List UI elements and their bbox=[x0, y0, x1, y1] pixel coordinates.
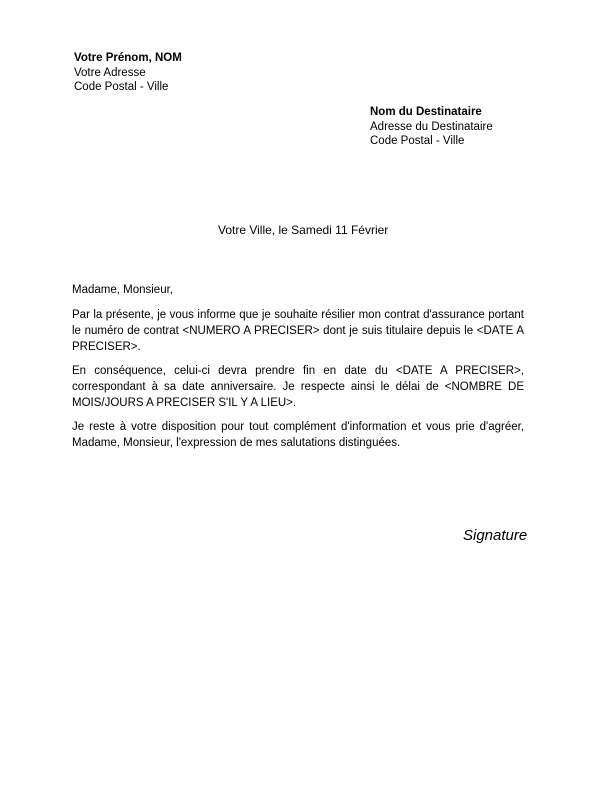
sender-block bbox=[74, 51, 182, 95]
paragraph-cancellation-request: Par la présente, je vous informe que je souhaite résilier mon contrat d'assurance portant le numéro de contrat <NUMERO A PRECISER> dont je suis titulaire depuis le <DATE A PRECISER>. bbox=[72, 309, 524, 353]
signature-label: Signature bbox=[463, 527, 528, 544]
sender-address: Votre Adresse bbox=[74, 66, 146, 79]
recipient-block bbox=[370, 105, 493, 149]
date-line: Votre Ville, le Samedi 11 Février bbox=[218, 223, 389, 237]
recipient-address: Adresse du Destinataire bbox=[370, 120, 493, 133]
paragraph-closing-courtesy: Je reste à votre disposition pour tout complément d'information et vous prie d'agréer, Madame, Monsieur, l'expression de mes salutations distinguées. bbox=[72, 421, 524, 449]
salutation: Madame, Monsieur, bbox=[72, 284, 173, 296]
letter-body bbox=[72, 282, 524, 459]
paragraph-effective-date: En conséquence, celui-ci devra prendre fin en date du <DATE A PRECISER>, correspondant à sa date anniversaire. Je respecte ainsi le délai de <NOMBRE DE MOIS/JOURS A PRECISER S'IL Y A LIEU>. bbox=[72, 365, 524, 409]
sender-city: Code Postal - Ville bbox=[74, 81, 169, 93]
recipient-city: Code Postal - Ville bbox=[370, 135, 465, 147]
recipient-name: Nom du Destinataire bbox=[370, 106, 482, 118]
sender-name: Votre Prénom, NOM bbox=[74, 52, 182, 64]
